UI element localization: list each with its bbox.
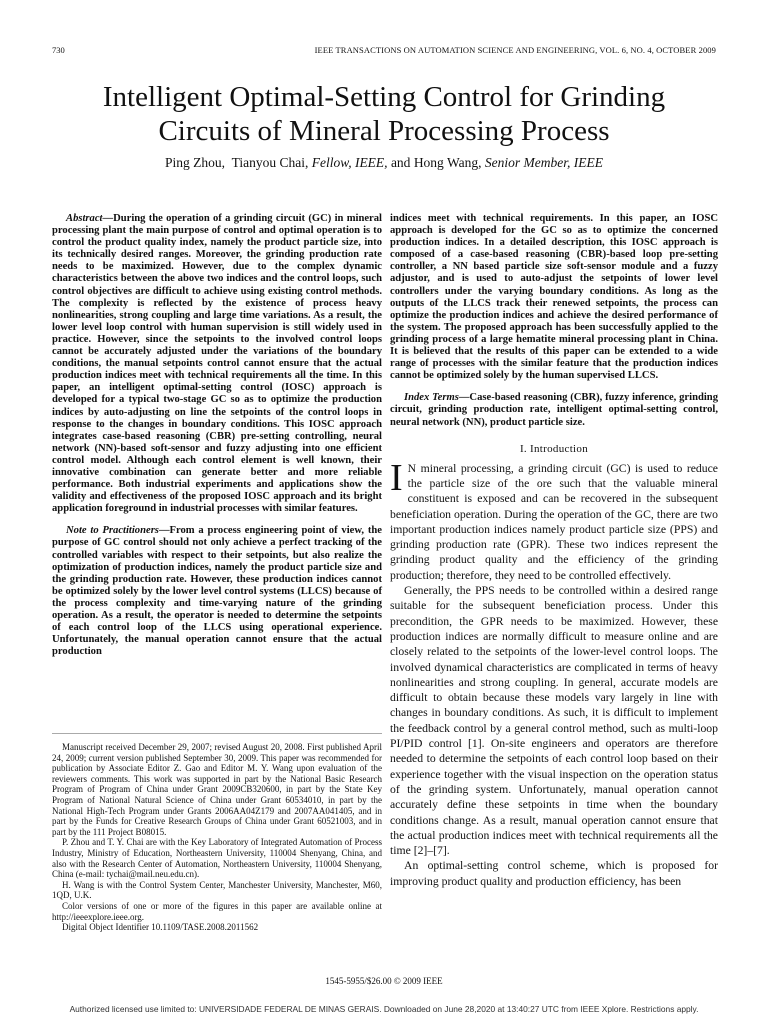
author-and: and (390, 155, 411, 170)
footnote-manuscript: Manuscript received December 29, 2007; revised August 20, 2008. First published April 24, 2009; current version published September 30, 2009. This paper was recommended for publication by Associate Editor Z. Gao and Editor M. Y. Wang upon evaluation of the reviewers comments. This work was supported in part by the National Basic Research Program of Program of China under Grant 2009CB320600, in part by the State Key Program of National Natural Science of China under Grant 60534010, in part by the National High-Tech Program under Grants 2006AA04Z179 and 2007AA041405, and in part by the Funds for Creative Research Groups of China under Grant 60521003, and in part by the 111 Project B08015. (52, 742, 382, 837)
right-column (390, 213, 718, 889)
note-text: —From a process engineering point of view, the purpose of GC control should not only achieve a perfect tracking of the controlled variables with respect to their setpoints, but also realize the optimization of production indices, namely the product particle size and the grinding production rate. However, these production indices cannot be optimized solely by the lower level control systems (LLCS) because of the process complexity and time-varying nature of the grinding operation. As a result, the operator is needed to determine the setpoints of each control loop of the LLCS using operational experience. Unfortunately, the manual operation cannot ensure that the actual production (52, 525, 382, 658)
footnotes (52, 742, 382, 933)
title-line-1: Intelligent Optimal-Setting Control for Grinding (102, 81, 666, 113)
abstract-text: —During the operation of a grinding circuit (GC) in mineral processing plant the main purpose of control and optimal operation is to control the product quality index, namely the product particle size, into its technically desired ranges. Moreover, the grinding production rate needs to be maximized. However, due to the complex dynamic characteristics between the above two indices and the control loops, such control objectives are difficult to achieve using existing control methods. The complexity is reflected by the existence of process heavy nonlinearities, strong coupling and large time variations. As a result, the lower level loop control with human supervision is still widely used in practice. However, since the setpoints to the involved control loops cannot be accurately adjusted under the variations of the boundary conditions, the manual setpoints control cannot ensure that the actual production indices meet with technical requirements all the time. In this paper, an intelligent optimal-setting control (IOSC) approach is developed for a typical two-stage GC so as to optimize the production indices by auto-adjusting on line the setpoints of the control loops in response to the changes in boundary conditions. This IOSC approach integrates case-based reasoning (CBR) pre-setting controlling, neural network (NN)-based soft-sensor and fuzzy adjusting into one efficient control model. Although each control element is well known, their innovative combination can generate better and more reliable performance. Both industrial experiments and applications show the validity and effectiveness of the proposed IOSC approach and its bright application foreground in industrial processes with similar features. (52, 213, 382, 515)
left-column (52, 213, 382, 668)
author-3-role: Senior Member, IEEE (484, 155, 603, 170)
section-heading-introduction: I. Introduction (519, 442, 589, 455)
paper-title (0, 80, 768, 148)
copyright: 1545-5955/$26.00 © 2009 IEEE (325, 976, 443, 986)
abstract (52, 213, 382, 515)
author-2-role: Fellow, IEEE, (311, 155, 388, 170)
author-3: Hong Wang, (413, 155, 482, 170)
license-notice: Authorized licensed use limited to: UNIVERSIDADE FEDERAL DE MINAS GERAIS. Downloaded on June 28,2020 at 13:40:27 UTC from IEEE Xplore. Restrictions apply. (69, 1004, 699, 1014)
note-to-practitioners (52, 525, 382, 658)
index-terms (390, 392, 718, 428)
intro-paragraph-3: An optimal-setting control scheme, which is proposed for improving product quality and production efficiency, has been (390, 859, 718, 888)
footnote-color: Color versions of one or more of the figures in this paper are available online at http://ieeexplore.ieee.org. (52, 900, 382, 922)
introduction-body (390, 456, 718, 889)
dropcap: I (390, 456, 403, 499)
index-terms-lead: Index Terms (404, 392, 459, 404)
journal-header: IEEE TRANSACTIONS ON AUTOMATION SCIENCE AND ENGINEERING, VOL. 6, NO. 4, OCTOBER 2009 (314, 45, 716, 55)
abstract-lead: Abstract (66, 213, 103, 224)
author-list (0, 155, 768, 171)
index-terms-text: —Case-based reasoning (CBR), fuzzy inference, grinding circuit, grinding production rate, intelligent optimal-setting control, neural network (NN), product particle size. (390, 392, 718, 428)
intro-paragraph-2: Generally, the PPS needs to be controlled within a desired range suitable for the subsequent beneficiation process. Under this precondition, the GPR needs to be maximized. However, these production indices are normally difficult to measure online and are closely related to the setpoints of the lower-level control loops. The involved dynamical characteristics are complicated in terms of heavy nonlinearities and strong coupling. In general, accurate models are difficult to obtain because these models vary largely in line with changes in boundary conditions. As such, it is difficult to implement the feedback control by a general control method, such as multi-loop PI/PID control [1]. On-site engineers and operators are therefore needed to determine the setpoints of each control loop based on their experience together with the visual inspection on the operation status of the grinding system. Unfortunately, manual operation cannot accurately define these setpoints in time when the boundary conditions change. As a result, manual operation cannot ensure that the actual production indices meet with technical requirements all the time [2]–[7]. (390, 584, 718, 858)
intro-paragraph-1-text: N mineral processing, a grinding circuit (GC) is used to reduce the particle size of the ore such that the valuable mineral constituent is exposed and can be recovered in the subsequent beneficiation operation. During the operation of the GC, there are two important production indices namely product particle size (PPS) and grinding production rate (GPR). These two indices represent the grinding product quality and the efficiency of the grinding production; therefore, they need to be controlled effectively. (390, 461, 718, 582)
note-lead: Note to Practitioners (66, 525, 159, 537)
intro-paragraph-1 (390, 456, 718, 583)
author-1: Ping Zhou, (165, 155, 226, 170)
footnote-affiliation-1: P. Zhou and T. Y. Chai are with the Key Laboratory of Integrated Automation of Process Industry, Ministry of Education, Northeastern University, 110004 Shenyang, China, and also with the Research Center of Automation, Northeastern University, 110004 Shenyang, China (e-mail: tychai@mail.neu.edu.cn). (52, 837, 382, 880)
footnote-doi: Digital Object Identifier 10.1109/TASE.2008.2011562 (62, 922, 259, 933)
footnote-affiliation-2: H. Wang is with the Control System Center, Manchester University, Manchester, M60, 1QD, U.K. (52, 879, 382, 901)
author-2: Tianyou Chai, (231, 155, 309, 170)
title-line-2: Circuits of Mineral Processing Process (158, 115, 610, 147)
page-number: 730 (52, 45, 65, 55)
footnote-divider (52, 733, 382, 734)
note-continued: indices meet with technical requirements. In this paper, an IOSC approach is developed for the GC so as to optimize the concerned production indices. In a detailed description, this IOSC approach is composed of a case-based reasoning (CBR)-based loop pre-setting controller, a NN based particle size soft-sensor module and a fuzzy adjustor, and is used to auto-adjust the setpoints of lower level controllers under the varying boundary conditions. As long as the outputs of the LLCS track their renewed setpoints, the process can optimize the production indices and achieve the desired performance of the system. The proposed approach has been successfully applied to the grinding process of a large hematite mineral processing plant in China. It is believed that the results of this paper can be extended to a wide range of processes with the similar feature that the production indices cannot be optimized solely by the human supervised LLCS. (390, 213, 718, 382)
